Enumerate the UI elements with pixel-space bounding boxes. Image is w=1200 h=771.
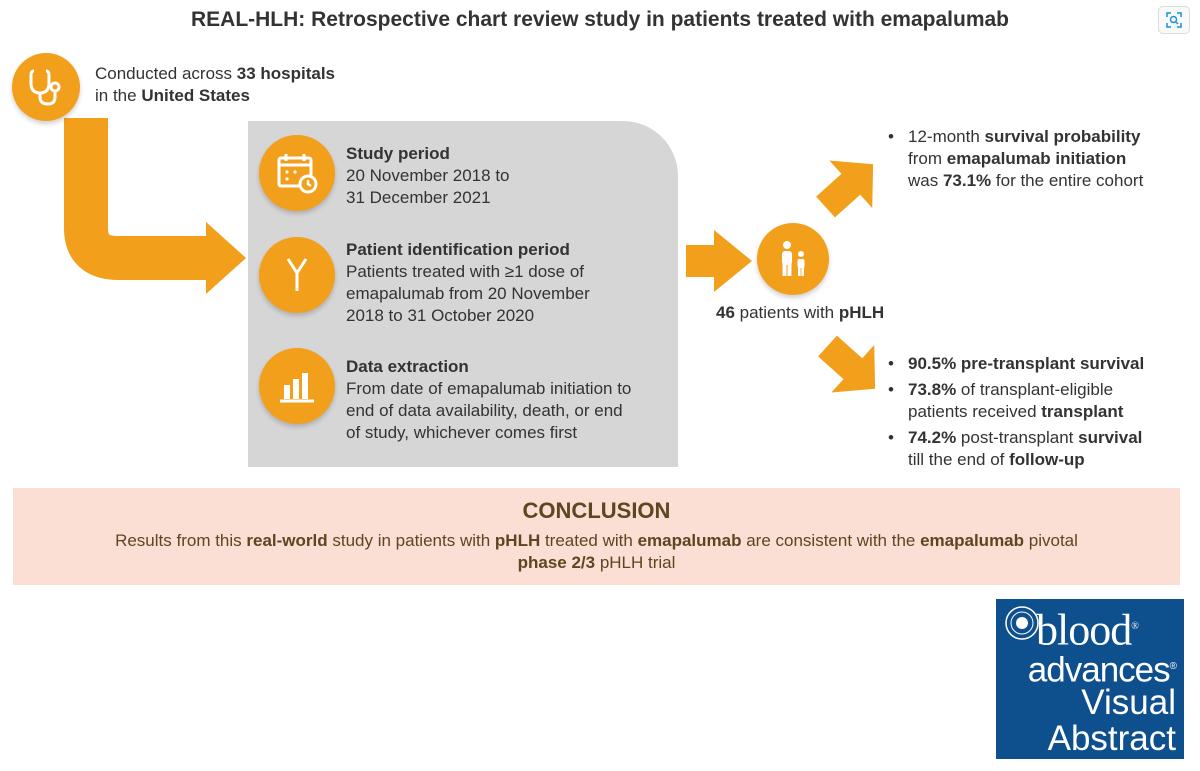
study-period-block: Study period 20 November 2018 to 31 December 2021 xyxy=(346,144,510,207)
antibody-icon xyxy=(259,237,335,313)
patients-arrow-head xyxy=(714,230,752,292)
identification-block: Patient identification period Patients treated with ≥1 dose of emapalumab from 20 November 2018 to 31 October 2020 xyxy=(346,240,590,325)
outcome-post-transplant: • 74.2% post-transplant survival till the end of follow-up xyxy=(876,427,1144,471)
society-seal-icon xyxy=(1004,605,1040,641)
outcome-survival-probability: • 12-month survival probability from emapalumab initiation was 73.1% for the entire cohort xyxy=(876,126,1143,192)
conclusion-text: Results from this real-world study in patients with pHLH treated with emapalumab are consistent with the emapalumab pivotal phase 2/3 pHLH trial xyxy=(115,531,1078,572)
extraction-block: Data extraction From date of emapalumab initiation to end of data availability, death, or end of study, whichever comes first xyxy=(346,357,632,442)
blood-advances-logo xyxy=(996,599,1184,759)
outcome-bottom xyxy=(876,353,1144,475)
patients-label: 46 patients with pHLH xyxy=(716,303,885,322)
outcome-transplant: • 73.8% of transplant-eligible patients received transplant xyxy=(876,379,1144,423)
l-arrow-head xyxy=(206,222,246,294)
logo-blood: blood® xyxy=(1036,605,1138,655)
stethoscope-icon xyxy=(12,53,80,121)
outcome-pre-transplant: • 90.5% pre-transplant survival xyxy=(876,353,1144,375)
page-title: REAL-HLH: Retrospective chart review study in patients treated with emapalumab xyxy=(190,8,1009,31)
logo-visual: Visual xyxy=(1081,683,1176,722)
family-icon xyxy=(757,223,829,295)
patients-arrow-shaft xyxy=(686,245,716,277)
bar-chart-icon xyxy=(259,348,335,424)
site-text: Conducted across 33 hospitals in the United States xyxy=(95,64,336,105)
logo-advances: advances® xyxy=(1027,650,1176,690)
conclusion-box xyxy=(13,488,1180,585)
conclusion-title: CONCLUSION xyxy=(522,498,671,523)
outcome-top xyxy=(876,126,1143,196)
l-arrow xyxy=(86,118,208,258)
logo-abstract: Abstract xyxy=(1047,719,1176,758)
calendar-clock-icon xyxy=(259,135,335,211)
